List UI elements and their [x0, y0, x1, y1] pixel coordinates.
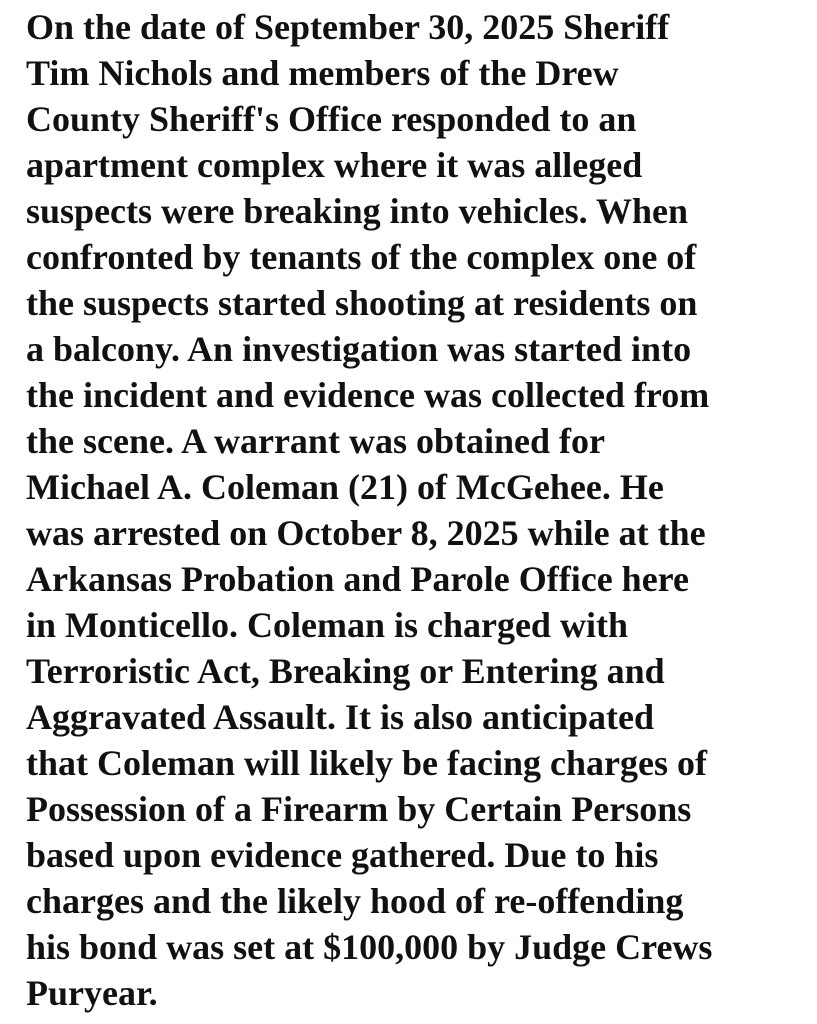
paragraph-line: that Coleman will likely be facing charges of [26, 743, 707, 783]
paragraph-line: his bond was set at $100,000 by Judge Crews [26, 927, 713, 967]
paragraph-line: was arrested on October 8, 2025 while at the [26, 513, 706, 553]
paragraph-line: a balcony. An investigation was started into [26, 329, 692, 369]
paragraph-line: Michael A. Coleman (21) of McGehee. He [26, 467, 664, 507]
paragraph-line: Possession of a Firearm by Certain Persons [26, 789, 692, 829]
paragraph-line: Tim Nichols and members of the Drew [26, 53, 619, 93]
paragraph-line: On the date of September 30, 2025 Sheriff [26, 7, 670, 47]
paragraph-line: charges and the likely hood of re-offending [26, 881, 684, 921]
paragraph-line: the suspects started shooting at residents on [26, 283, 698, 323]
paragraph-line: County Sheriff's Office responded to an [26, 99, 637, 139]
paragraph-line: Aggravated Assault. It is also anticipated [26, 697, 655, 737]
paragraph-line: Terroristic Act, Breaking or Entering and [26, 651, 665, 691]
paragraph-line: suspects were breaking into vehicles. When [26, 191, 689, 231]
paragraph-line: Puryear. [26, 973, 158, 1013]
paragraph-line: the scene. A warrant was obtained for [26, 421, 605, 461]
paragraph-line: apartment complex where it was alleged [26, 145, 643, 185]
paragraph-line: in Monticello. Coleman is charged with [26, 605, 628, 645]
paragraph-line: confronted by tenants of the complex one of [26, 237, 697, 277]
paragraph-line: Arkansas Probation and Parole Office here [26, 559, 689, 599]
paragraph-line: the incident and evidence was collected from [26, 375, 710, 415]
paragraph-line: based upon evidence gathered. Due to his [26, 835, 659, 875]
